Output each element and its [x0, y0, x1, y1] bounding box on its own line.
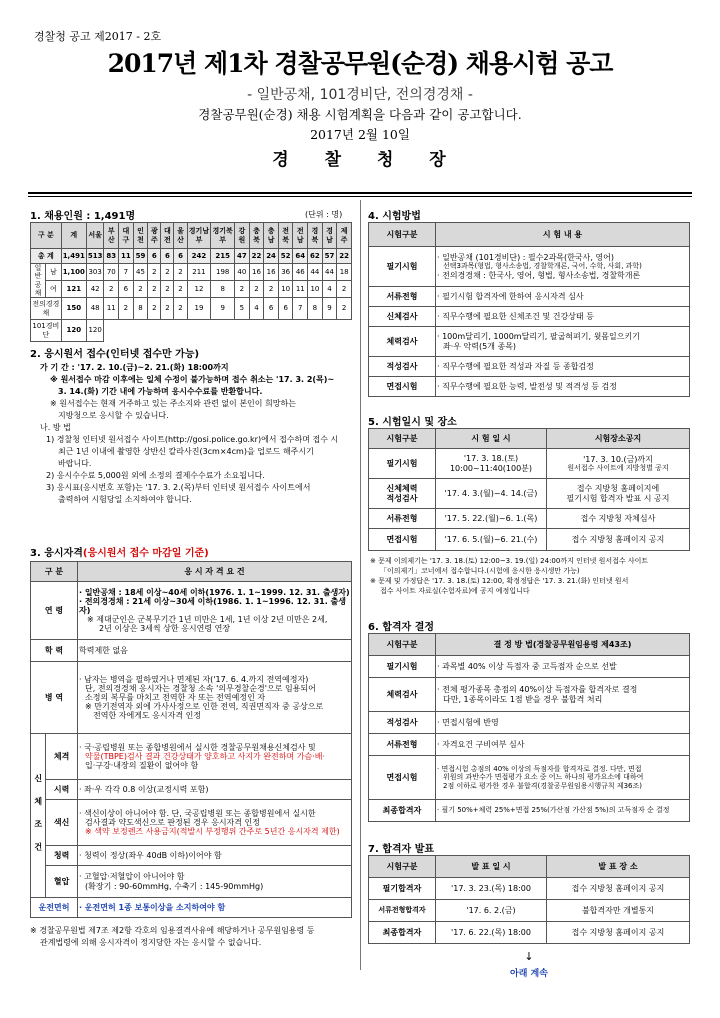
table-row: 적성검사 · 면접시험에 반영 — [369, 712, 690, 734]
section-5-notes: ※ 문제 이의제기는 '17. 3. 18.(토) 12:00~3. 19.(일) 24:00까지 인터넷 원서접수 사이트 「이의제기」코너에서 접수합니다.(시험에 응시한 응시생만 가능) ※ 문제 및 가정답은 '17. 3. 18.(토) 12:00, 확정정답은 '17. 3. 21.(화) 인터넷 원서 접수 사이트 자료실(수험자료)에 공지 예정입니다 — [370, 557, 649, 596]
table-cell: 5 — [235, 298, 250, 320]
table-row: 신 체 조 건 체격 · 국·공립병원 또는 종합병원에서 실시한 경찰공무원채용신체검사 및 약물(TBPE)검사 결과 건강상태가 양호하고 사지가 완전하며 가슴·배· 입·구강·내장의 질환이 없어야 함 — [31, 734, 352, 780]
intro-text: 경찰공무원(순경) 채용 시험계획을 다음과 같이 공고합니다. — [198, 107, 522, 122]
table-cell: 2 — [148, 298, 161, 320]
table-cell: 6 — [174, 249, 187, 264]
table-row: 필기합격자 '17. 3. 23.(목) 18:00 접수 지방청 홈페이지 공지 — [369, 878, 690, 900]
table-cell: 남 — [46, 264, 62, 281]
section-3-title: 3. 응시자격(응시원서 접수 마감일 기준) — [30, 548, 209, 559]
col-header: 결 정 방 법(경찰공무원임용령 제43조) — [436, 634, 690, 656]
table-cell: 12 — [187, 281, 211, 298]
table-cell: 211 — [187, 264, 211, 281]
table-cell: 59 — [133, 249, 148, 264]
table-row: 체력검사 · 100m달리기, 1000m달리기, 팔굽혀펴기, 윗몸일으키기 좌·우 악력(5개 종목) — [369, 327, 690, 357]
col-header: 대구 — [119, 223, 134, 249]
table-row — [31, 264, 352, 281]
announcement-date: 2017년 2월 10일 — [310, 127, 410, 142]
table-cell: 2 — [148, 281, 161, 298]
col-header: 제주 — [337, 223, 352, 249]
page-subtitle: - 일반공채, 101경비단, 전의경경채 - — [247, 87, 473, 103]
table-cell: 2 — [249, 281, 264, 298]
table-cell: 2 — [161, 281, 174, 298]
table-row: 면접시험 · 면접시험 총점의 40% 이상의 득점자를 합격자로 결정. 다만, 면접 위원의 과반수가 면접평가 요소 중 어느 하나의 평가요소에 대하여 2점 이하로 평가한 경우 불합격(경찰공무원임용시행규칙 제36조) — [369, 756, 690, 800]
table-cell: 8 — [308, 298, 323, 320]
table-cell: 9 — [211, 298, 235, 320]
table-cell: 2 — [119, 298, 134, 320]
table-cell: 6 — [161, 249, 174, 264]
table-cell: 57 — [322, 249, 337, 264]
recruitment-table — [30, 222, 352, 342]
table-row: 최종합격자 · 필기 50%+체력 25%+면접 25%(가산점 가산점 5%)의 고득점자 순 결정 — [369, 800, 690, 822]
column-divider — [360, 200, 361, 970]
table-cell: 19 — [187, 298, 211, 320]
table-cell: 11 — [119, 249, 134, 264]
table-cell: 198 — [211, 264, 235, 281]
table-cell: 45 — [133, 264, 148, 281]
table-cell: 10 — [308, 281, 323, 298]
exam-schedule-table — [368, 428, 690, 551]
table-cell: 121 — [61, 281, 86, 298]
table-cell: 36 — [278, 264, 293, 281]
col-header: 경기북부 — [211, 223, 235, 249]
exam-method-table — [368, 222, 690, 397]
table-cell: 513 — [86, 249, 104, 264]
col-header: 강원 — [235, 223, 250, 249]
table-cell: 9 — [322, 298, 337, 320]
table-cell: 46 — [293, 264, 308, 281]
table-row: 신체검사 · 직무수행에 필요한 신체조건 및 건강상태 등 — [369, 307, 690, 327]
table-cell: 101경비단 — [31, 320, 62, 342]
table-cell: 7 — [293, 298, 308, 320]
table-cell: 전의경경채 — [31, 298, 62, 320]
table-cell: 2 — [337, 298, 352, 320]
col-header: 충남 — [264, 223, 279, 249]
section-2-title: 2. 응시원서 접수(인터넷 접수만 가능) — [30, 349, 200, 360]
table-cell: 83 — [104, 249, 119, 264]
table-row: 연 령 · 일반공채 : 18세 이상~40세 이하(1976. 1. 1~1999. 12. 31. 출생자) · 전의경경채 : 21세 이상~30세 이하(1986. 1. 1~1996. 12. 31. 출생자) ※ 제대군인은 군복무기간 1년 미만은 1세, 1년 이상 2년 미만은 2세, 2년 이상은 3세씩 상한 응시연령 연장 — [31, 582, 352, 640]
table-cell: 24 — [264, 249, 279, 264]
col-header: 시험장소공지 — [547, 429, 690, 449]
section-1-title: 1. 채용인원 : 1,491명 — [30, 211, 136, 222]
table-row: 병 역 · 남자는 병역을 필하였거나 면제된 자('17. 6. 4.까지 전역예정자) 단, 전의경경채 응시자는 경찰청 소속 '의무경찰순경'으로 임용되어 소정의 복무를 마치고 전역한 자 또는 전역예정인 자 ※ 만기전역자 외에 가사사정으로 인한 전역, 직권면직자 중 공상으로 전역한 자에게도 응시자격 인정 — [31, 662, 352, 734]
table-cell: 총 계 — [31, 249, 62, 264]
table-cell: 11 — [104, 298, 119, 320]
col-header: 구 분 — [31, 562, 78, 582]
table-cell: 2 — [174, 281, 187, 298]
table-cell: 48 — [86, 298, 104, 320]
table-cell: 44 — [308, 264, 323, 281]
col-header: 시험구분 — [369, 429, 436, 449]
table-cell: 64 — [293, 249, 308, 264]
col-header: 응 시 자 격 요 건 — [78, 562, 352, 582]
section-4-title: 4. 시험방법 — [368, 211, 421, 222]
col-header: 부산 — [104, 223, 119, 249]
table-cell: 62 — [308, 249, 323, 264]
table-cell: 16 — [264, 264, 279, 281]
col-header: 광주 — [148, 223, 161, 249]
unit-label: (단위 : 명) — [305, 210, 343, 219]
table-cell: 2 — [161, 298, 174, 320]
table-cell: 2 — [337, 281, 352, 298]
col-header: 경남 — [322, 223, 337, 249]
col-header: 전남 — [293, 223, 308, 249]
table-row: 혈압 · 고혈압·저혈압이 아니어야 함 (확장기 : 90-60mmHg, 수축기 : 145-90mmHg) — [31, 866, 352, 898]
table-cell: 70 — [104, 264, 119, 281]
col-header: 발 표 장 소 — [547, 856, 690, 878]
table-cell: 44 — [322, 264, 337, 281]
table-row: 최종합격자 '17. 6. 22.(목) 18:00 접수 지방청 홈페이지 공지 — [369, 922, 690, 944]
col-header: 충북 — [249, 223, 264, 249]
continued-below-label: 아래 계속 — [510, 969, 548, 979]
table-cell: 2 — [104, 281, 119, 298]
table-row — [31, 249, 352, 264]
table-cell: 10 — [278, 281, 293, 298]
announcement-table — [368, 855, 690, 944]
col-header: 시험구분 — [369, 856, 436, 878]
table-cell: 여 — [46, 281, 62, 298]
table-cell: 242 — [187, 249, 211, 264]
table-row: 체력검사 · 전체 평가종목 총점의 40%이상 득점자를 합격자로 결정 다만, 1종목이라도 1점 받을 경우 불합격 처리 — [369, 678, 690, 712]
table-cell: 52 — [278, 249, 293, 264]
col-header: 인천 — [133, 223, 148, 249]
table-cell: 2 — [161, 264, 174, 281]
table-cell: 2 — [174, 298, 187, 320]
table-cell: 22 — [337, 249, 352, 264]
table-row: 학 력 학력제한 없음 — [31, 640, 352, 662]
row-group-label: 일반공채 — [31, 264, 46, 298]
table-cell: 6 — [264, 298, 279, 320]
down-arrow-icon: ↓ — [524, 950, 534, 963]
table-row: 필기시험 '17. 3. 18.(토) 10:00~11:40(100분) '17. 3. 10.(금)까지 원서접수 사이트에 지방청별 공지 — [369, 449, 690, 479]
table-row: 신체체력 적성검사 '17. 4. 3.(월)~4. 14.(금) 접수 지방청 홈페이지에 필기시험 합격자 발표 시 공지 — [369, 479, 690, 509]
col-header: 시 험 내 용 — [436, 223, 690, 247]
table-cell: 16 — [249, 264, 264, 281]
table-row: 서류전형 '17. 5. 22.(월)~6. 1.(목) 접수 지방청 자체심사 — [369, 509, 690, 529]
table-cell: 11 — [293, 281, 308, 298]
table-cell: 6 — [119, 281, 134, 298]
col-header: 계 — [61, 223, 86, 249]
section-5-title: 5. 시험일시 및 장소 — [368, 417, 457, 428]
pass-decision-table — [368, 633, 690, 822]
table-row — [31, 320, 352, 342]
table-cell: 2 — [148, 264, 161, 281]
col-header: 서울 — [86, 223, 104, 249]
table-cell: 2 — [264, 281, 279, 298]
table-cell: 1,100 — [61, 264, 86, 281]
table-cell: 42 — [86, 281, 104, 298]
col-header: 시험구분 — [369, 223, 436, 247]
table-row — [31, 281, 352, 298]
table-cell: 303 — [86, 264, 104, 281]
table-cell: 6 — [278, 298, 293, 320]
table-cell: 150 — [61, 298, 86, 320]
table-row: 시력 · 좌·우 각각 0.8 이상(교정시력 포함) — [31, 780, 352, 800]
table-row: 서류전형 · 필기시험 합격자에 한하여 응시자격 심사 — [369, 287, 690, 307]
table-row: 운전면허 · 운전면허 1종 보통이상을 소지하여야 함 — [31, 898, 352, 918]
table-row: 서류전형 · 자격요건 구비여부 심사 — [369, 734, 690, 756]
col-header: 대전 — [161, 223, 174, 249]
table-cell: 47 — [235, 249, 250, 264]
table-cell: 2 — [235, 281, 250, 298]
table-row: 면접시험 '17. 6. 5.(월)~6. 21.(수) 접수 지방청 홈페이지 공지 — [369, 529, 690, 551]
col-header: 경기남부 — [187, 223, 211, 249]
section-6-title: 6. 합격자 결정 — [368, 622, 435, 633]
table-cell: 8 — [133, 298, 148, 320]
table-row: 청력 · 청력이 정상(좌우 40dB 이하)이어야 함 — [31, 846, 352, 866]
col-header: 구 분 — [31, 223, 62, 249]
divider-rule — [28, 196, 692, 197]
table-row: 필기시험 · 일반공채 (101경비단) : 필수2과목(한국사, 영어) 선택3과목(형법, 형사소송법, 경찰학개론, 국어, 수학, 사회, 과학) · 전의경경채 : 한국사, 영어, 형법, 형사소송법, 경찰학개론 — [369, 247, 690, 287]
page-title: 2017년 제1차 경찰공무원(순경) 채용시험 공고 — [107, 49, 613, 78]
table-row: 적성검사 · 직무수행에 필요한 적성과 자질 등 종합검정 — [369, 357, 690, 377]
agency-name: 경 찰 청 장 — [272, 150, 448, 170]
table-row — [31, 298, 352, 320]
announcement-number: 경찰청 공고 제2017 - 2호 — [34, 30, 162, 43]
section-2-body: 가 기 간 : '17. 2. 10.(금)~2. 21.(화) 18:00까지 ※ 원서접수 마감 이후에는 일체 수정이 불가능하며 접수 취소는 '17. 3. 2(목)~ 3. 14.(화) 기간 내에 가능하며 응시수수료를 반환합니다. ※ 원서접수는 현재 거주하고 있는 주소지와 관련 없이 본인이 희망하는 지방청으로 응시할 수 있습니다. 나. 방 법 1) 경찰청 인터넷 원서접수 사이트(http://gosi.police.go.kr)에서 접수하며 접수 시 최근 1년 이내에 촬영한 상반신 칼라사진(3cm×4cm)을 업로드 해주시기 바랍니다. 2) 응시수수료 5,000원 외에 소정의 결제수수료가 소요됩니다. 3) 응시표(응시번호 포함)는 '17. 3. 2.(목)부터 인터넷 원서접수 사이트에서 출력하여 시험당일 소지하여야 합니다. — [40, 363, 339, 504]
col-header: 전북 — [278, 223, 293, 249]
eligibility-table — [30, 561, 352, 918]
table-row: 면접시험 · 직무수행에 필요한 능력, 발전성 및 적격성 등 검정 — [369, 377, 690, 397]
col-header: 시 험 일 시 — [436, 429, 547, 449]
table-cell: 18 — [337, 264, 352, 281]
divider-rule — [28, 192, 692, 194]
table-cell: 2 — [133, 281, 148, 298]
table-cell: 215 — [211, 249, 235, 264]
table-cell: 22 — [249, 249, 264, 264]
table-row: 서류전형합격자 '17. 6. 2.(금) 불합격자만 개별통지 — [369, 900, 690, 922]
table-cell: 4 — [249, 298, 264, 320]
table-row: 필기시험 · 과목별 40% 이상 득점자 중 고득점자 순으로 선발 — [369, 656, 690, 678]
col-header: 경북 — [308, 223, 323, 249]
table-cell: 1,491 — [61, 249, 86, 264]
section-7-title: 7. 합격자 발표 — [368, 844, 435, 855]
table-cell: 4 — [322, 281, 337, 298]
table-cell: 2 — [174, 264, 187, 281]
table-cell: 6 — [148, 249, 161, 264]
section-3-footnote: ※ 경찰공무원법 제7조 제2항 각호의 임용결격사유에 해당하거나 공무원임용령 등 관계법령에 의해 응시자격이 정지당한 자는 응시할 수 없습니다. — [30, 926, 315, 947]
col-header: 울산 — [174, 223, 187, 249]
table-cell: 8 — [211, 281, 235, 298]
table-cell: 7 — [119, 264, 134, 281]
col-header: 발 표 일 시 — [436, 856, 547, 878]
table-cell: 120 — [61, 320, 86, 342]
table-cell: 120 — [86, 320, 104, 342]
col-header: 시험구분 — [369, 634, 436, 656]
table-row: 색신 · 색신이상이 아니어야 함. 단, 국공립병원 또는 종합병원에서 실시한 검사결과 약도색신으로 판정된 경우 응시자격 인정 ※ 색약 보정렌즈 사용금지(적발시 부정행위 간주로 5년간 응시자격 제한) — [31, 800, 352, 846]
table-cell: 40 — [235, 264, 250, 281]
